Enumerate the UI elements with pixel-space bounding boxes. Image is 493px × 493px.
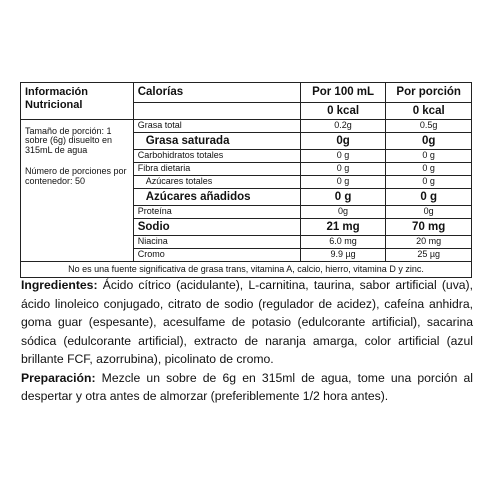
- calories-per-serving: 0 kcal: [386, 103, 472, 120]
- row-label: Azúcares totales: [133, 176, 300, 189]
- info-title-cell: [21, 83, 134, 120]
- preparation-text: Mezcle un sobre de 6g en 315ml de agua, tome una porción al despertar y otra antes de almorzar (preferiblemente 1/2 hora antes).: [21, 370, 473, 403]
- row-value-per-100: 0g: [300, 133, 386, 150]
- row-label: Carbohidratos totales: [133, 150, 300, 163]
- row-value-per-serving: 0 g: [386, 163, 472, 176]
- row-value-per-serving: 0g: [386, 206, 472, 219]
- row-value-per-100: 6.0 mg: [300, 236, 386, 249]
- row-value-per-serving: 20 mg: [386, 236, 472, 249]
- servings-per-container: Número de porciones por contenedor: 50: [25, 166, 127, 186]
- table-footnote: No es una fuente significativa de grasa trans, vitamina A, calcio, hierro, vitamina D y zinc.: [21, 262, 472, 278]
- ingredients-label: Ingredientes:: [21, 278, 98, 292]
- row-value-per-100: 0 g: [300, 150, 386, 163]
- row-value-per-serving: 0 g: [386, 150, 472, 163]
- row-value-per-100: 0 g: [300, 189, 386, 206]
- per-serving-header: Por porción: [386, 83, 472, 103]
- preparation-paragraph: [21, 369, 473, 406]
- label-text-block: [21, 276, 473, 406]
- row-value-per-100: 0 g: [300, 176, 386, 189]
- row-label: Niacina: [133, 236, 300, 249]
- row-label: Grasa saturada: [133, 133, 300, 150]
- row-label: Sodio: [133, 219, 300, 236]
- row-value-per-serving: 0.5g: [386, 120, 472, 133]
- row-value-per-100: 0.2g: [300, 120, 386, 133]
- serving-info-cell: [21, 120, 134, 262]
- preparation-label: Preparación:: [21, 370, 96, 385]
- row-value-per-100: 0 g: [300, 163, 386, 176]
- calories-header: Calorías: [133, 83, 300, 103]
- calories-per-100: 0 kcal: [300, 103, 386, 120]
- serving-size: Tamaño de porción: 1 sobre (6g) disuelto en 315mL de agua: [25, 126, 113, 155]
- ingredients-paragraph: [21, 276, 473, 369]
- row-value-per-100: 0g: [300, 206, 386, 219]
- row-value-per-100: 9.9 µg: [300, 249, 386, 262]
- row-value-per-100: 21 mg: [300, 219, 386, 236]
- calories-row-label: [133, 103, 300, 120]
- info-title: Información Nutricional: [25, 86, 88, 111]
- row-label: Azúcares añadidos: [133, 189, 300, 206]
- row-label: Proteína: [133, 206, 300, 219]
- row-value-per-serving: 0 g: [386, 176, 472, 189]
- row-label: Cromo: [133, 249, 300, 262]
- ingredients-text: Ácido cítrico (acidulante), L-carnitina, taurina, sabor artificial (uva), ácido linoleico conjugado, citrato de sodio (regulador de acidez), cafeína anhidra, goma guar (espesante), acesulfame de potasio (edulcorante artificial), sacarina sódica (edulcorante artificial), extracto de naranja amarga, color artificial (azul brillante FCF, azorrubina), picolinato de cromo.: [21, 278, 474, 366]
- row-label: Fibra dietaria: [133, 163, 300, 176]
- nutrition-facts-table: [20, 82, 472, 278]
- per-100ml-header: Por 100 mL: [300, 83, 386, 103]
- row-value-per-serving: 0g: [386, 133, 472, 150]
- row-value-per-serving: 25 µg: [386, 249, 472, 262]
- row-value-per-serving: 0 g: [386, 189, 472, 206]
- row-label: Grasa total: [133, 120, 300, 133]
- row-value-per-serving: 70 mg: [386, 219, 472, 236]
